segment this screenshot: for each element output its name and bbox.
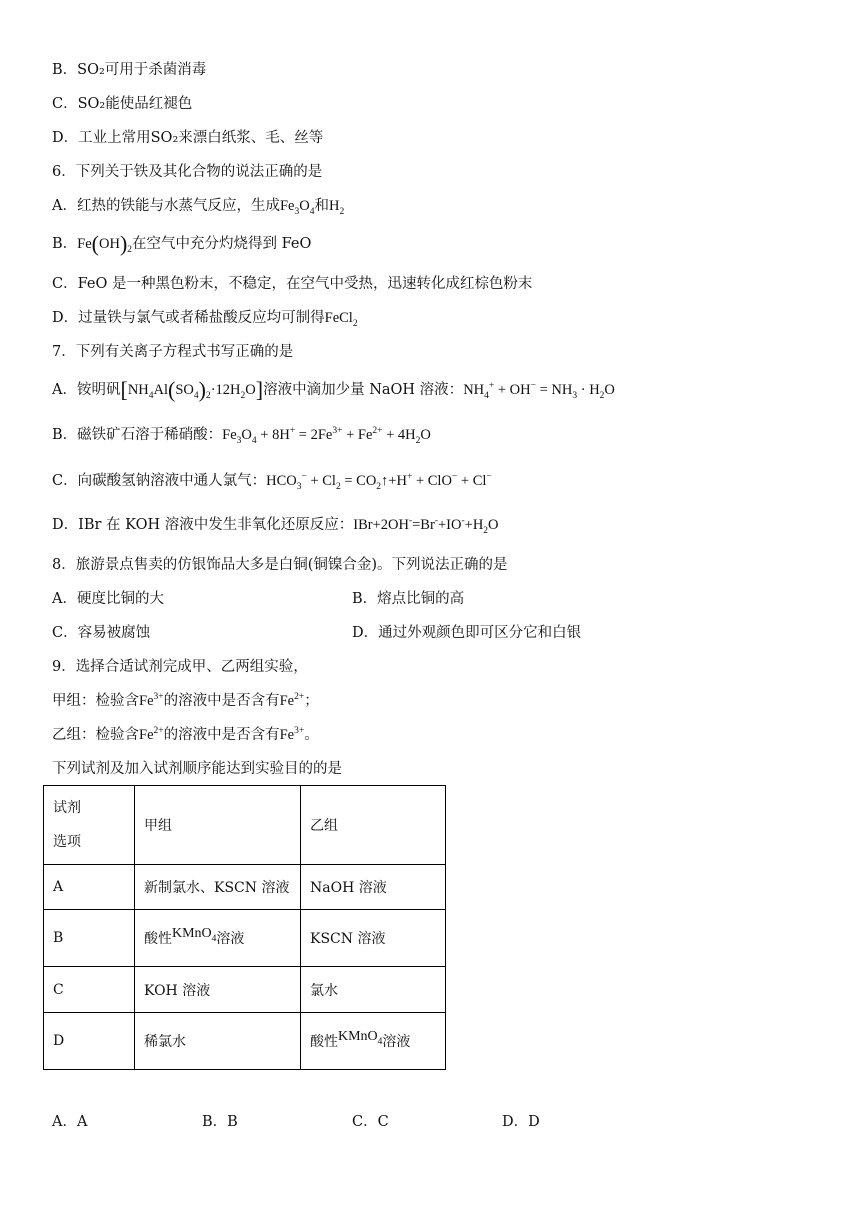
q9-question: 下列试剂及加入试剂顺序能达到实验目的的是 [52,761,342,777]
q6-option-b: B．$Fe(OH)_2$在空气中充分灼烧得到 FeO [52,231,312,256]
formula-fecl2: FeCl$_2$ [324,310,358,329]
q9-group-jia: 甲组：检验含$Fe^{3+}$的溶液中是否含有$Fe^{2+}$； [52,692,319,709]
table-row: A 新制氯水、KSCN 溶液 NaOH 溶液 [44,865,446,910]
formula-h2: $H_2$ [328,198,345,217]
table-header-row [44,786,446,865]
formula-fe3o4: $Fe_3O_4$ [279,198,315,217]
q9-option-d: D．D [502,1114,540,1130]
header-cell-yi: 乙组 [301,786,446,865]
q7-option-d: D．IBr 在 KOH 溶液中发生非氧化还原反应：$IBr+2OH^-=Br^-+IO^-+H_2O$ [52,516,499,536]
q7-option-c: C．向碳酸氢钠溶液中通人氯气：$HCO_3^- + Cl_2$ = $CO_2↑+H^+ + ClO^- + Cl^-$ [52,472,492,492]
formula-fe-oh-2: $Fe(OH)_2$ [77,231,133,256]
q8-option-b: B．熔点比铜的高 [352,591,465,607]
table-row: C KOH 溶液 氯水 [44,967,446,1013]
q9-group-yi: 乙组：检验含$Fe^{2+}$的溶液中是否含有$Fe^{3+}$。 [52,726,319,743]
q9-option-b: B．B [202,1114,238,1130]
table-row: B 酸性KMnO$_4$溶液 KSCN 溶液 [44,910,446,967]
q8-stem: 8．旅游景点售卖的仿银饰品大多是白铜(铜镍合金)。下列说法正确的是 [52,557,508,573]
q9-reagent-table [43,785,446,1070]
q7-stem: 7．下列有关离子方程式书写正确的是 [52,344,294,360]
q6-option-a: A．红热的铁能与水蒸气反应，生成$Fe_3O_4$和$H_2$ [52,198,345,217]
q5-option-d: D．工业上常用SO₂来漂白纸浆、毛、丝等 [52,130,324,146]
q5-option-c: C．SO₂能使品红褪色 [52,96,193,112]
q8-option-c: C．容易被腐蚀 [52,625,151,641]
q7-option-b: B．磁铁矿石溶于稀硝酸：$Fe_3O_4 + 8H^+ = 2Fe^{3+} + Fe^{2+} + 4H_2O$ [52,426,431,446]
q7-option-a: A．铵明矾$[NH_4Al(SO_4)_2\cdot 12H_2O]$溶液中滴加少量 NaOH 溶液：$NH_4^+ + OH^- = NH_3 \cdot H_2O$ [52,377,615,402]
header-cell-jia: 甲组 [135,786,301,865]
equation-7c: $HCO_3^- + Cl_2$ = $CO_2↑+H^+ + ClO^- + Cl^-$ [266,472,492,492]
q6-stem: 6．下列关于铁及其化合物的说法正确的是 [52,164,323,180]
q8-option-a: A．硬度比铜的大 [52,591,164,607]
q9-stem: 9．选择合适试剂完成甲、乙两组实验， [52,659,308,675]
q6-option-d: D．过量铁与氯气或者稀盐酸反应均可制得FeCl$_2$ [52,310,358,329]
table-row: D 稀氯水 酸性KMnO$_4$溶液 [44,1013,446,1070]
equation-7a: $NH_4^+ + OH^- = NH_3 \cdot H_2O$ [463,381,615,401]
q8-option-d: D．通过外观颜色即可区分它和白银 [352,625,582,641]
equation-7b: $Fe_3O_4 + 8H^+ = 2Fe^{3+} + Fe^{2+} + 4H_2O$ [222,426,431,446]
q9-option-a: A．A [52,1114,88,1130]
formula-ammonium-alum: $[NH_4Al(SO_4)_2\cdot 12H_2O]$ [120,377,264,402]
header-cell-option: 试剂 选项 [44,786,135,865]
q6-option-c: C．FeO 是一种黑色粉末，不稳定，在空气中受热，迅速转化成红棕色粉末 [52,276,533,292]
equation-7d: $IBr+2OH^-=Br^-+IO^-+H_2O$ [353,516,499,536]
q5-option-b: B．SO₂可用于杀菌消毒 [52,62,207,78]
q9-option-c: C．C [352,1114,389,1130]
